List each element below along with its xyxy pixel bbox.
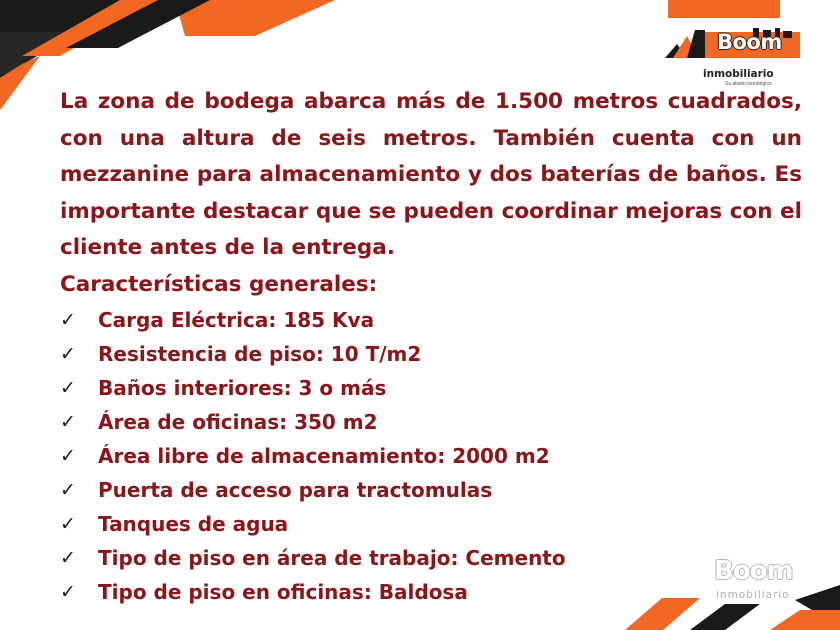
intro-paragraph: La zona de bodega abarca más de 1.500 metros cuadrados, con una altura de seis metros. También cuenta con un mezzanine para almacenamiento y dos baterías de baños. Es importante destacar que se pueden coordinar mejoras con el cliente antes de la entrega. <box>60 89 802 260</box>
feature-text: Tipo de piso en oficinas: Baldosa <box>98 579 468 604</box>
list-item <box>60 541 802 575</box>
feature-text: Carga Eléctrica: 185 Kva <box>98 307 375 332</box>
check-icon: ✓ <box>60 376 76 399</box>
check-icon: ✓ <box>60 444 76 467</box>
check-icon: ✓ <box>60 308 76 331</box>
list-item <box>60 405 802 439</box>
feature-text: Baños interiores: 3 o más <box>98 375 387 400</box>
logo-top <box>665 28 800 90</box>
check-icon: ✓ <box>60 342 76 365</box>
section-title: Características generales: <box>60 271 378 297</box>
check-icon: ✓ <box>60 512 76 535</box>
feature-text: Tipo de piso en área de trabajo: Cemento <box>98 545 566 570</box>
list-item <box>60 439 802 473</box>
logo-watermark <box>708 556 808 604</box>
check-icon: ✓ <box>60 546 76 569</box>
watermark-brand: Boom <box>714 556 793 586</box>
list-item <box>60 575 802 609</box>
check-icon: ✓ <box>60 410 76 433</box>
check-icon: ✓ <box>60 580 76 603</box>
list-item <box>60 371 802 405</box>
feature-text: Tanques de agua <box>98 511 289 536</box>
list-item <box>60 303 802 337</box>
feature-text: Resistencia de piso: 10 T/m2 <box>98 341 422 366</box>
check-icon: ✓ <box>60 478 76 501</box>
logo-tagline: Su aliado estratégico <box>725 81 772 87</box>
main-content <box>60 84 802 609</box>
feature-text: Área libre de almacenamiento: 2000 m2 <box>98 443 550 468</box>
list-item <box>60 473 802 507</box>
feature-text: Área de oficinas: 350 m2 <box>98 409 378 434</box>
logo-brand: Boom <box>717 30 782 54</box>
feature-text: Puerta de acceso para tractomulas <box>98 477 493 502</box>
logo-subtitle: inmobiliario <box>703 68 774 80</box>
list-item <box>60 337 802 371</box>
features-list <box>60 303 802 609</box>
watermark-subtitle: inmobiliario <box>716 589 790 601</box>
list-item <box>60 507 802 541</box>
